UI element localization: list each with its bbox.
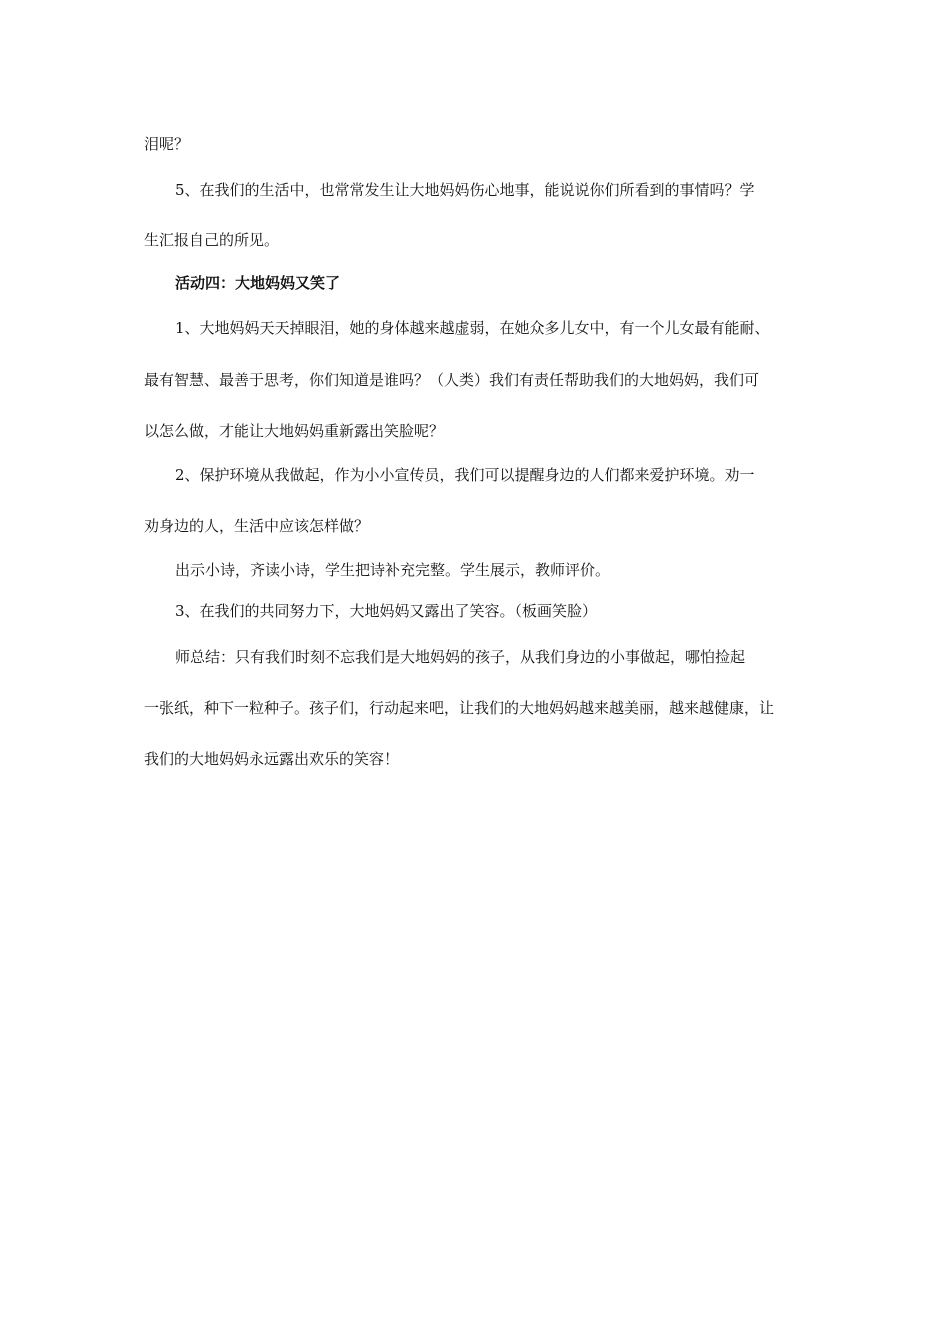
paragraph-item-5-line-1: 5、在我们的生活中，也常常发生让大地妈妈伤心地事，能说说你们所看到的事情吗？学	[175, 181, 755, 199]
paragraph-summary-line-2: 一张纸，种下一粒种子。孩子们，行动起来吧，让我们的大地妈妈越来越美丽，越来越健康，让	[144, 699, 775, 717]
paragraph-poem-instruction: 出示小诗，齐读小诗，学生把诗补充完整。学生展示，教师评价。	[175, 561, 611, 579]
paragraph-item-2-line-1: 2、保护环境从我做起，作为小小宣传员，我们可以提醒身边的人们都来爱护环境。劝一	[175, 466, 755, 484]
section-heading-activity-4: 活动四：大地妈妈又笑了	[175, 274, 341, 292]
paragraph-item-1-line-3: 以怎么做，才能让大地妈妈重新露出笑脸呢？	[144, 422, 445, 440]
paragraph-item-2-line-2: 劝身边的人，生活中应该怎样做？	[144, 517, 370, 535]
paragraph-item-1-line-2: 最有智慧、最善于思考，你们知道是谁吗？（人类）我们有责任帮助我们的大地妈妈，我们可	[144, 371, 760, 389]
paragraph-summary-line-1: 师总结：只有我们时刻不忘我们是大地妈妈的孩子，从我们身边的小事做起，哪怕捡起	[175, 648, 746, 666]
paragraph-item-5-line-2: 生汇报自己的所见。	[144, 231, 280, 249]
paragraph-item-1-line-1: 1、大地妈妈天天掉眼泪，她的身体越来越虚弱，在她众多儿女中，有一个儿女最有能耐、	[175, 319, 770, 337]
paragraph-summary-line-3: 我们的大地妈妈永远露出欢乐的笑容！	[144, 750, 400, 768]
text-line-continuation: 泪呢？	[144, 135, 190, 153]
paragraph-item-3: 3、在我们的共同努力下，大地妈妈又露出了笑容。（板画笑脸）	[175, 602, 598, 620]
